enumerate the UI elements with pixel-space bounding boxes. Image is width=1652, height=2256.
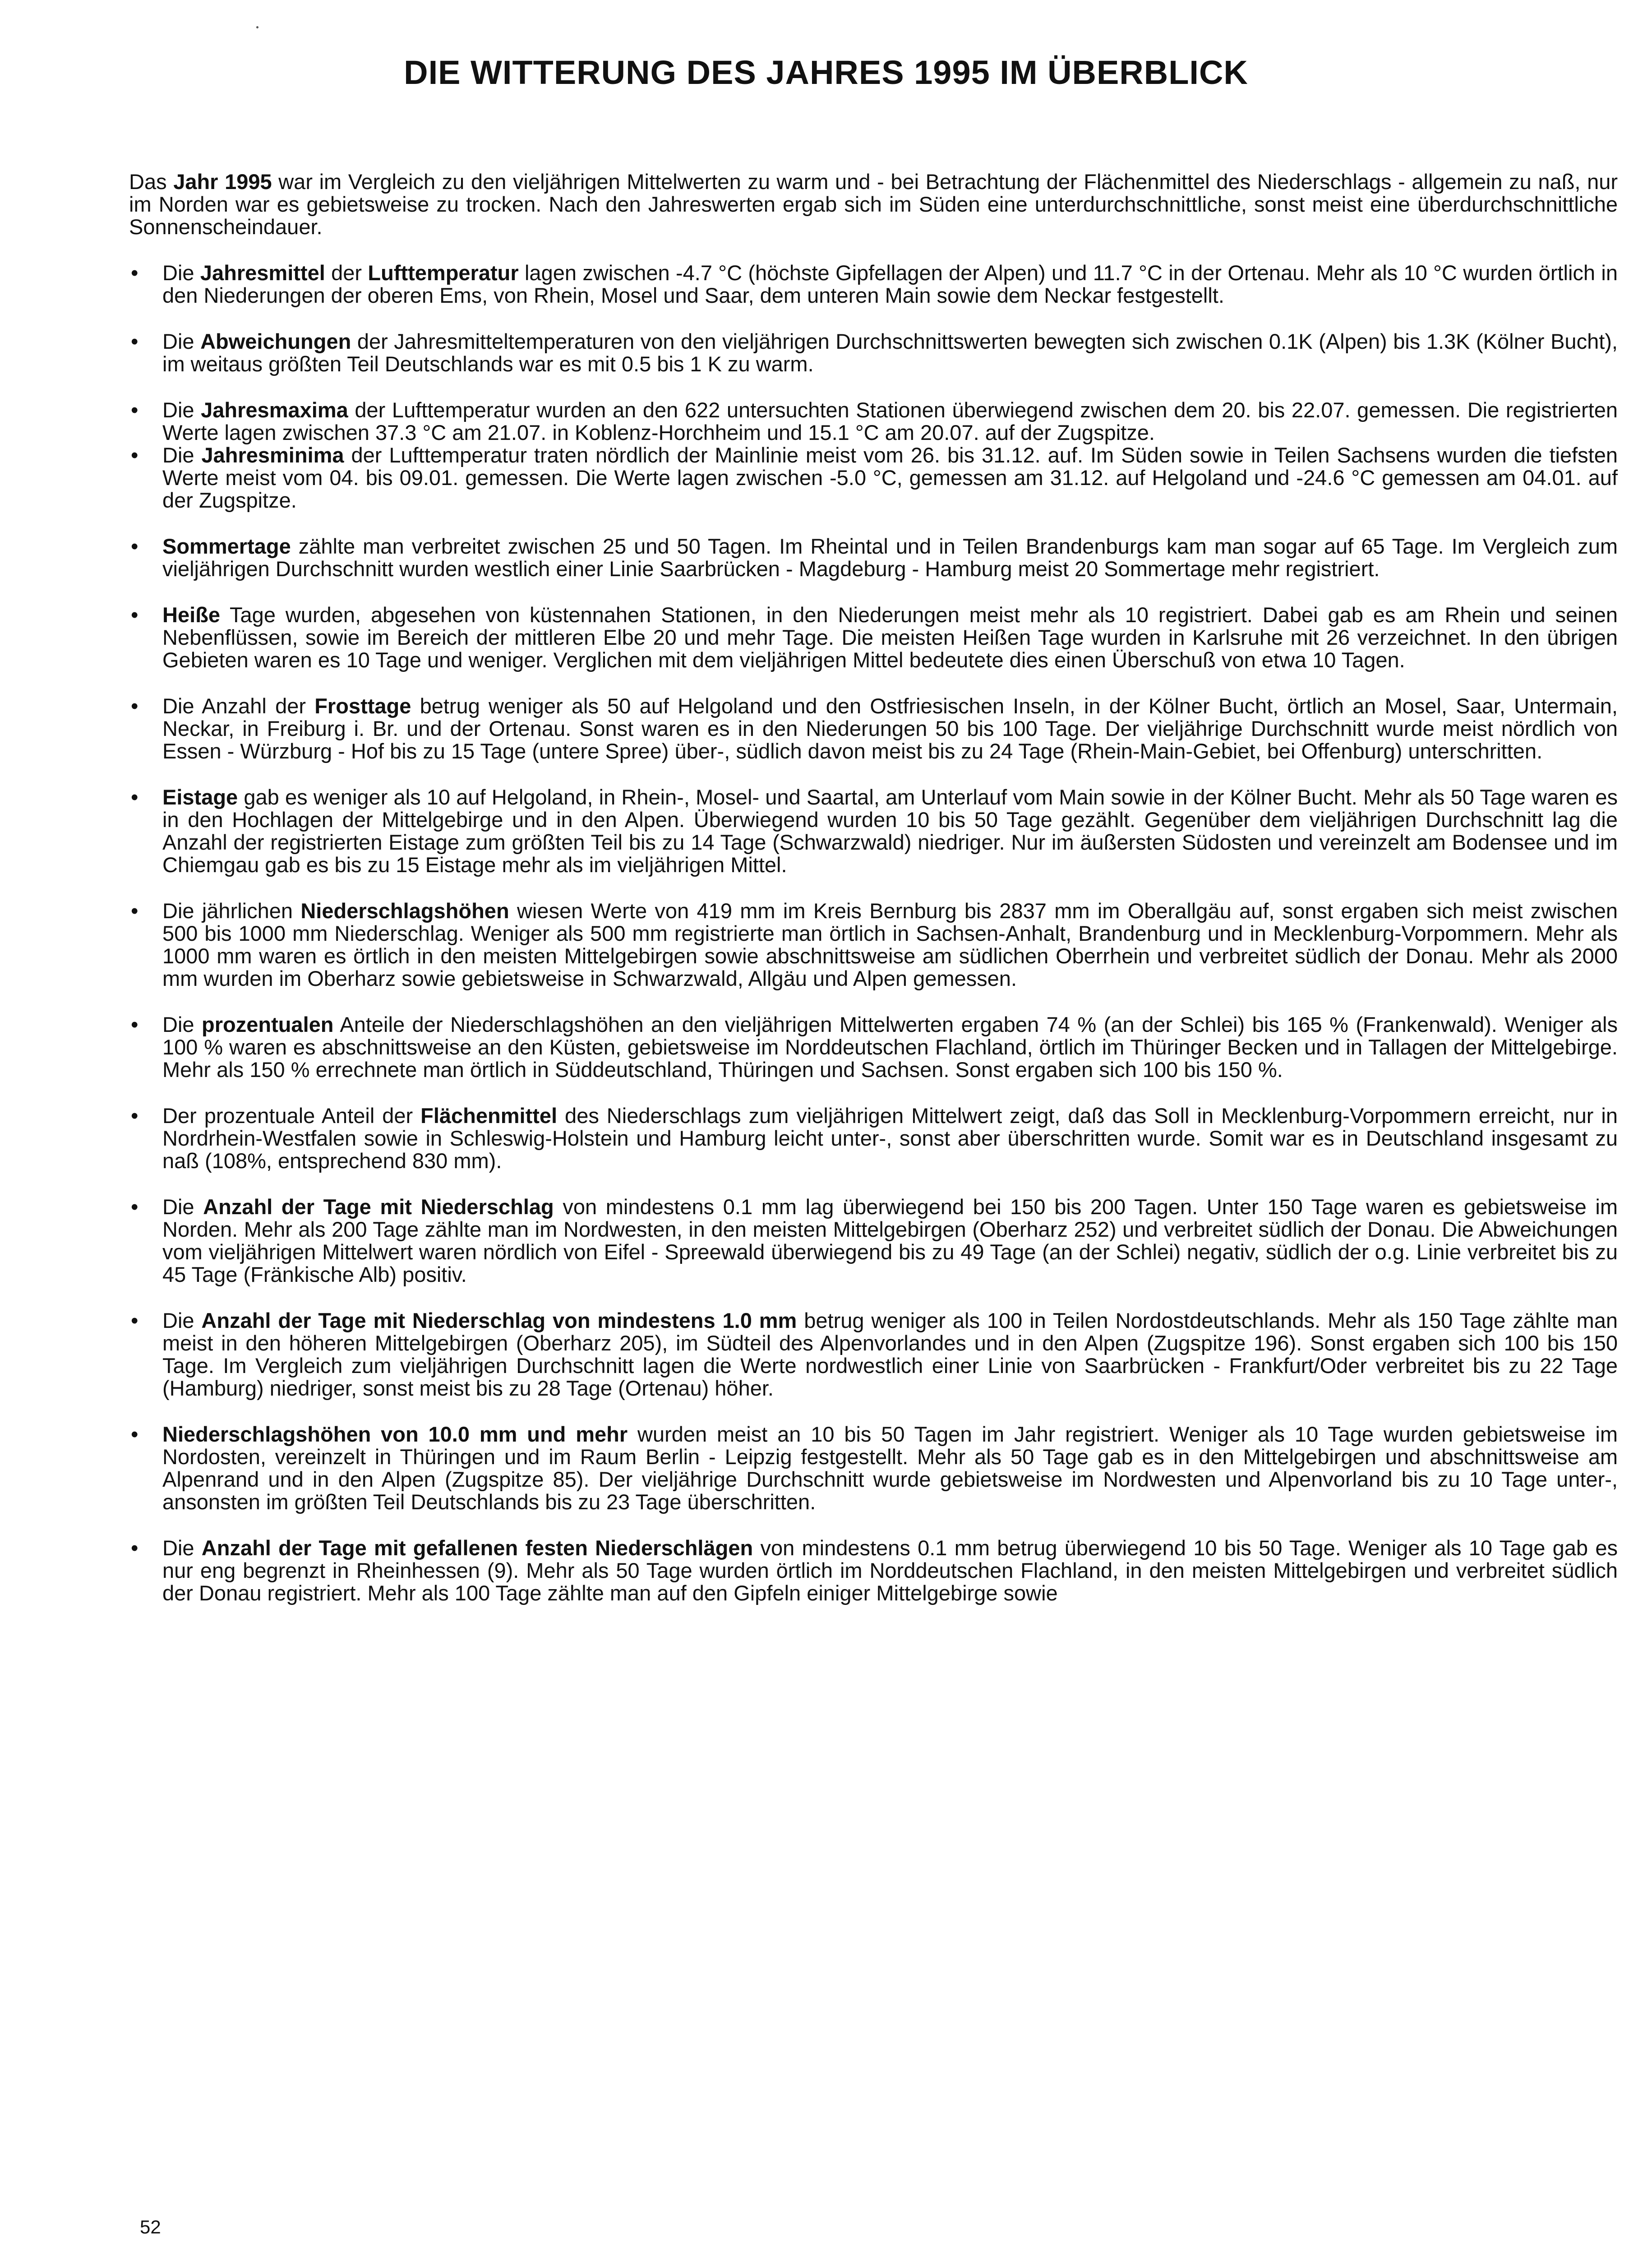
intro-paragraph bbox=[129, 171, 1618, 238]
bullet-text-post: Anteile der Niederschlagshöhen an den vieljährigen Mittelwerten ergaben 74 % (an der Schlei) bis 165 % (Frankenwald). Weniger als 100 % waren es abschnittsweise an den Küsten, gebietsweise im Norddeutschen Flachland, örtlich im Thüringer Becken und in Tallagen der Mittelgebirge. Mehr als 150 % errechnete man örtlich in Süddeutschland, Thüringen und Sachsen. Sonst ergaben sich 100 bis 150 %. bbox=[162, 1012, 1618, 1082]
bullet-bold-term: Jahresminima bbox=[201, 443, 344, 467]
bullet-text-post: der Jahresmitteltemperaturen von den vieljährigen Durchschnittswerten bewegten sich zwischen 0.1K (Alpen) bis 1.3K (Kölner Bucht), im weitaus größten Teil Deutschlands war es mit 0.5 bis 1 K zu warm. bbox=[162, 329, 1618, 376]
bullet-text-post: der Lufttemperatur traten nördlich der Mainlinie meist vom 26. bis 31.12. auf. Im Süden sowie in Teilen Sachsens wurden die tiefsten Werte meist vom 04. bis 09.01. gemessen. Die Werte lagen zwischen -5.0 °C, gemessen am 31.12. auf Helgoland und -24.6 °C gemessen am 04.01. auf der Zugspitze. bbox=[162, 443, 1618, 512]
bullet-text-post: des Niederschlags zum vieljährigen Mittelwert zeigt, daß das Soll in Mecklenburg-Vorpommern erreicht, nur in Nordrhein-Westfalen sowie in Schleswig-Holstein und Hamburg leicht unter-, sonst aber überschritten wurde. Somit war es in Deutschland insgesamt zu naß (108%, entsprechend 830 mm). bbox=[162, 1104, 1618, 1173]
bullet-icon: • bbox=[131, 1308, 138, 1332]
bullet-text-post: Tage wurden, abgesehen von küstennahen Stationen, in den Niederungen meist mehr als 10 registriert. Dabei gab es am Rhein und seinen Nebenflüssen, sowie im Bereich der mittleren Elbe 20 und mehr Tage. Die meisten Heißen Tage wurden in Karlsruhe mit 26 verzeichnet. In den übrigen Gebieten waren es 10 Tage und weniger. Verglichen mit dem vieljährigen Mittel bedeutete dies einen Überschuß von etwa 10 Tagen. bbox=[162, 603, 1618, 672]
bullet-text-post: betrug weniger als 100 in Teilen Nordostdeutschlands. Mehr als 150 Tage zählte man meist in den höheren Mittelgebirgen (Oberharz 205), im Südteil des Alpenvorlandes und in den Alpen (Zugspitze 196). Sonst ergaben sich 100 bis 150 Tage. Im Vergleich zum vieljährigen Durchschnitt lagen die Werte nordwestlich einer Linie von Saarbrücken - Frankfurt/Oder verbreitet bis zu 22 Tage (Hamburg) niedriger, sonst meist bis zu 28 Tage (Ortenau) höher. bbox=[162, 1308, 1618, 1400]
bullet-text-pre: Die bbox=[162, 329, 201, 353]
bullet-bold-term: Anzahl der Tage mit gefallenen festen Niederschlägen bbox=[201, 1536, 753, 1560]
bullet-text-post: der Lufttemperatur wurden an den 622 untersuchten Stationen überwiegend zwischen dem 20. bis 22.07. gemessen. Die registrierten Werte lagen zwischen 37.3 °C am 21.07. in Koblenz-Horchheim und 15.1 °C am 20.07. auf der Zugspitze. bbox=[162, 398, 1618, 444]
bullet-text-pre: Die bbox=[162, 1195, 203, 1219]
bullet-eistage bbox=[129, 786, 1618, 876]
bullet-text-pre: Die bbox=[162, 1536, 202, 1560]
bullet-bold-term: Eistage bbox=[162, 785, 238, 809]
bullet-icon: • bbox=[131, 329, 138, 353]
bullet-text-pre: Die Anzahl der bbox=[162, 694, 315, 718]
bullet-icon: • bbox=[131, 534, 138, 558]
bullet-bold-term: Anzahl der Tage mit Niederschlag bbox=[203, 1195, 554, 1219]
bullet-text-post: wurden meist an 10 bis 50 Tagen im Jahr registriert. Weniger als 10 Tage wurden gebietsweise im Nordosten, vereinzelt in Thüringen und im Raum Berlin - Leipzig festgestellt. Mehr als 50 Tage gab es in den Mittelgebirgen und abschnittsweise am Alpenrand und in den Alpen (Zugspitze 85). Der vieljährige Durchschnitt wurde gebietsweise im Nordwesten und Alpenvorland bis zu 10 Tage unter-, ansonsten im größten Teil Deutschlands bis zu 23 Tage überschritten. bbox=[162, 1422, 1618, 1514]
bullet-tage-mit-1mm bbox=[129, 1309, 1618, 1400]
bullet-tage-mit-niederschlag bbox=[129, 1196, 1618, 1286]
intro-bold-year: Jahr 1995 bbox=[173, 170, 272, 194]
bullet-icon: • bbox=[131, 899, 138, 923]
bullet-icon: • bbox=[131, 603, 138, 627]
bullet-text-mid: der bbox=[325, 261, 368, 285]
bullet-text-pre: Die bbox=[162, 443, 202, 467]
bullet-bold-term: Sommertage bbox=[162, 534, 291, 558]
bullet-feste-niederschlaege bbox=[129, 1537, 1618, 1604]
page-number: 52 bbox=[140, 2216, 161, 2238]
bullet-icon: • bbox=[131, 398, 138, 422]
bullet-text-post: von mindestens 0.1 mm betrug überwiegend 10 bis 50 Tage. Weniger als 10 Tage gab es nur eng begrenzt in Rheinhessen (9). Mehr als 50 Tage wurden örtlich im Norddeutschen Flachland, in den meisten Mittelgebirgen und verbreitet südlich der Donau registriert. Mehr als 100 Tage zählte man auf den Gipfeln einiger Mittelgebirge sowie bbox=[162, 1536, 1618, 1605]
bullet-jahresminima bbox=[129, 444, 1618, 512]
bullet-prozentuale-anteile bbox=[129, 1013, 1618, 1081]
bullet-text-post: lagen zwischen -4.7 °C (höchste Gipfellagen der Alpen) und 11.7 °C in der Ortenau. Mehr als 10 °C wurden örtlich in den Niederungen der oberen Ems, von Rhein, Mosel und Saar, dem unteren Main sowie dem Neckar festgestellt. bbox=[162, 261, 1618, 307]
bullet-icon: • bbox=[131, 443, 138, 467]
scan-speck bbox=[256, 26, 258, 28]
bullet-bold-term: Heiße bbox=[162, 603, 220, 627]
bullet-sommertage bbox=[129, 535, 1618, 580]
bullet-icon: • bbox=[131, 261, 138, 285]
bullet-icon: • bbox=[131, 694, 138, 718]
bullet-text-pre: Die jährlichen bbox=[162, 899, 301, 923]
bullet-frosttage bbox=[129, 695, 1618, 763]
bullet-icon: • bbox=[131, 1012, 138, 1036]
bullet-text-pre: Die bbox=[162, 398, 201, 422]
bullet-bold-term: Anzahl der Tage mit Niederschlag von mindestens 1.0 mm bbox=[201, 1308, 797, 1332]
bullet-text-pre: Die bbox=[162, 1012, 202, 1036]
bullet-icon: • bbox=[131, 1195, 138, 1219]
bullet-bold-term-2: Lufttemperatur bbox=[368, 261, 519, 285]
summary-bullet-list bbox=[129, 262, 1618, 1604]
bullet-abweichungen bbox=[129, 330, 1618, 375]
bullet-bold-term: Niederschlagshöhen bbox=[300, 899, 509, 923]
bullet-text-pre: Der prozentuale Anteil der bbox=[162, 1104, 421, 1128]
bullet-niederschlagshoehen bbox=[129, 900, 1618, 990]
bullet-jahresmaxima bbox=[129, 399, 1618, 444]
bullet-bold-term: Frosttage bbox=[314, 694, 411, 718]
bullet-bold-term: Flächenmittel bbox=[420, 1104, 558, 1128]
bullet-bold-term: Abweichungen bbox=[200, 329, 351, 353]
bullet-icon: • bbox=[131, 1104, 138, 1128]
document-body bbox=[129, 171, 1618, 1604]
bullet-text-post: betrug weniger als 50 auf Helgoland und den Ostfriesischen Inseln, in der Kölner Bucht, örtlich an Mosel, Saar, Untermain, Neckar, in Freiburg i. Br. und der Ortenau. Sonst waren es in den Niederungen 50 bis 100 Tage. Der vieljährige Durchschnitt wurde meist nördlich von Essen - Würzburg - Hof bis zu 15 Tage (untere Spree) über-, südlich davon meist bis zu 24 Tage (Rhein-Main-Gebiet, bei Offenburg) unterschritten. bbox=[162, 694, 1618, 763]
bullet-jahresmittel bbox=[129, 262, 1618, 307]
bullet-text-post: von mindestens 0.1 mm lag überwiegend bei 150 bis 200 Tagen. Unter 150 Tage waren es gebietsweise im Norden. Mehr als 200 Tage zählte man im Nordwesten, in den meisten Mittelgebirgen (Oberharz 252) und verbreitet südlich der Donau. Die Abweichungen vom vieljährigen Mittelwert waren nördlich von Eifel - Spreewald überwiegend bis zu 49 Tage (an der Schlei) negativ, südlich der o.g. Linie verbreitet bis zu 45 Tage (Fränkische Alb) positiv. bbox=[162, 1195, 1618, 1286]
page-title: DIE WITTERUNG DES JAHRES 1995 IM ÜBERBLICK bbox=[404, 54, 1248, 91]
bullet-text-post: wiesen Werte von 419 mm im Kreis Bernburg bis 2837 mm im Oberallgäu auf, sonst ergaben sich meist zwischen 500 bis 1000 mm Niederschlag. Weniger als 500 mm registrierte man örtlich in Sachsen-Anhalt, Brandenburg und in Mecklenburg-Vorpommern. Mehr als 1000 mm waren es örtlich in den meisten Mittelgebirgen sowie abschnittsweise am südlichen Oberrhein und verbreitet südlich der Donau. Mehr als 2000 mm wurden im Oberharz sowie gebietsweise in Schwarzwald, Allgäu und Alpen gemessen. bbox=[162, 899, 1618, 990]
bullet-heisse-tage bbox=[129, 604, 1618, 671]
bullet-bold-term: Niederschlagshöhen von 10.0 mm und mehr bbox=[162, 1422, 628, 1446]
bullet-text-pre: Die bbox=[162, 1308, 202, 1332]
bullet-tage-mit-10mm bbox=[129, 1423, 1618, 1513]
bullet-text-pre: Die bbox=[162, 261, 200, 285]
bullet-bold-term: Jahresmittel bbox=[200, 261, 325, 285]
bullet-text-post: zählte man verbreitet zwischen 25 und 50 Tagen. Im Rheintal und in Teilen Brandenburgs kam man sogar auf 65 Tage. Im Vergleich zum vieljährigen Durchschnitt wurden westlich einer Linie Saarbrücken - Magdeburg - Hamburg meist 20 Sommertage mehr registriert. bbox=[162, 534, 1618, 581]
bullet-icon: • bbox=[131, 1422, 138, 1446]
bullet-icon: • bbox=[131, 1536, 138, 1560]
bullet-bold-term: prozentualen bbox=[202, 1012, 334, 1036]
bullet-flaechenmittel bbox=[129, 1105, 1618, 1172]
bullet-icon: • bbox=[131, 785, 138, 809]
intro-text-post: war im Vergleich zu den vieljährigen Mittelwerten zu warm und - bei Betrachtung der Flächenmittel des Niederschlags - allgemein zu naß, nur im Norden war es gebietsweise zu trocken. Nach den Jahreswerten ergab sich im Süden eine unterdurchschnittliche, sonst meist eine überdurchschnittliche Sonnenscheindauer. bbox=[129, 170, 1618, 239]
intro-text-pre: Das bbox=[129, 170, 174, 194]
bullet-bold-term: Jahresmaxima bbox=[201, 398, 348, 422]
bullet-text-post: gab es weniger als 10 auf Helgoland, in Rhein-, Mosel- und Saartal, am Unterlauf vom Main sowie in der Kölner Bucht. Mehr als 50 Tage waren es in den Hochlagen der Mittelgebirge und in den Alpen. Überwiegend wurden 10 bis 50 Tage gezählt. Gegenüber dem vieljährigen Durchschnitt lag die Anzahl der registrierten Eistage zum größten Teil bis zu 14 Tage (Schwarzwald) niedriger. Nur im äußersten Südosten und vereinzelt am Bodensee und im Chiemgau gab es bis zu 15 Eistage mehr als im vieljährigen Mittel. bbox=[162, 785, 1618, 877]
